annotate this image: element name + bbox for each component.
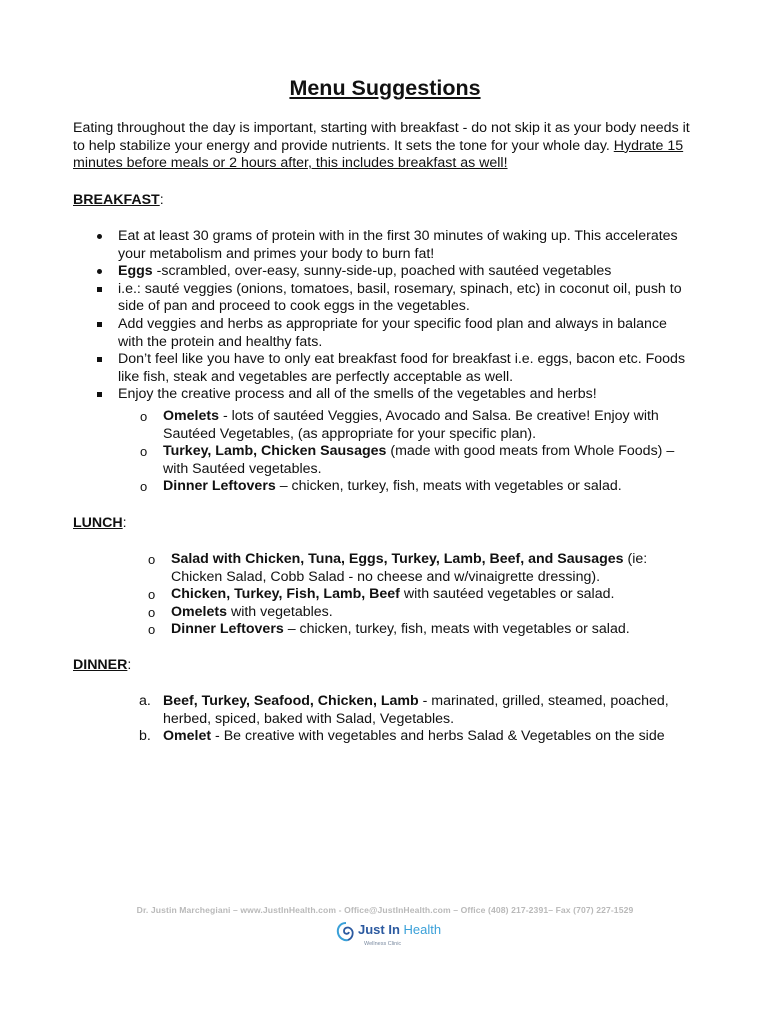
list-item (139, 728, 683, 746)
item-bold: Turkey, Lamb, Chicken Sausages (163, 443, 387, 460)
item-text: (ie: Chicken Salad, Cobb Salad - no cheese and w/vinaigrette dressing). (171, 551, 648, 585)
dinner-heading (73, 657, 131, 675)
circle-bullet-icon: o (148, 604, 156, 620)
breakfast-heading (73, 192, 164, 210)
item-text: - Be creative with vegetables and herbs Salad & Vegetables on the side (211, 728, 665, 745)
list-marker: b. (139, 728, 151, 745)
list-item (118, 228, 688, 263)
list-item (118, 263, 688, 281)
bullet-icon (97, 269, 102, 274)
list-item (148, 603, 701, 622)
list-item (118, 386, 688, 404)
logo-swirl-icon (336, 921, 356, 943)
item-bold: Omelet (163, 728, 212, 745)
item-text: with vegetables. (227, 603, 333, 620)
list-item (148, 586, 701, 604)
circle-bullet-icon: o (140, 444, 148, 460)
square-bullet-icon (97, 392, 102, 397)
breakfast-colon: : (159, 192, 164, 208)
square-bullet-icon (97, 357, 102, 362)
dinner-list (139, 693, 683, 746)
page-title: Menu Suggestions (289, 76, 481, 100)
breakfast-sublist (140, 408, 703, 496)
item-text: Add veggies and herbs as appropriate for your specific food plan and always in balance with the protein and healthy fats. (118, 315, 667, 350)
item-bold: Omelets (171, 603, 227, 620)
item-bold: Dinner Leftovers (171, 621, 284, 638)
list-item (140, 478, 703, 496)
just-in-health-logo (336, 920, 446, 946)
intro-paragraph (73, 120, 693, 173)
footer-contact: Dr. Justin Marchegiani – www.JustInHealth.com - Office@JustInHealth.com – Office (408) 217-2391– Fax (707) 227-1529 (136, 905, 634, 915)
logo-subtitle: Wellness Clinic (364, 941, 402, 947)
item-bold: Eggs (118, 263, 153, 280)
bullet-icon (97, 234, 102, 239)
item-text: i.e.: sauté veggies (onions, tomatoes, basil, rosemary, spinach, etc) in coconut oil, push to side of pan and proceed to cook eggs in the vegetables. (118, 280, 682, 315)
logo-accent-text: Health (403, 922, 442, 937)
item-text: (made with good meats from Whole Foods) – with Sautéed vegetables. (163, 443, 675, 477)
item-bold: Beef, Turkey, Seafood, Chicken, Lamb (163, 693, 419, 709)
list-item (118, 316, 688, 351)
item-text: – chicken, turkey, fish, meats with vegetables or salad. (275, 478, 622, 495)
logo-main-text: Just In (358, 922, 400, 937)
list-item (118, 281, 688, 316)
list-item (148, 551, 701, 586)
item-text: Don’t feel like you have to only eat breakfast food for breakfast i.e. eggs, bacon etc. Foods like fish, steak and vegetables are perfectly acceptable as well. (118, 351, 686, 385)
item-text: Enjoy the creative process and all of the smells of the vegetables and herbs! (118, 386, 597, 403)
item-text: Eat at least 30 grams of protein with in the first 30 minutes of waking up. This accelerates your metabolism and primes your body to burn fat! (118, 228, 678, 262)
circle-bullet-icon: o (140, 409, 148, 424)
item-bold: Salad with Chicken, Tuna, Eggs, Turkey, Lamb, Beef, and Sausages (171, 551, 624, 567)
circle-bullet-icon: o (148, 552, 156, 567)
lunch-label: LUNCH (73, 515, 123, 531)
breakfast-label: BREAKFAST (73, 192, 160, 208)
square-bullet-icon (97, 287, 102, 292)
item-text: – chicken, turkey, fish, meats with vegetables or salad. (283, 621, 630, 638)
intro-text: Eating throughout the day is important, starting with breakfast - do not skip it as your body needs it to help stabilize your energy and provide nutrients. It sets the tone for your whole day. (73, 120, 690, 154)
item-text: - marinated, grilled, steamed, poached, herbed, spiced, baked with Salad, Vegetables. (163, 693, 669, 727)
circle-bullet-icon: o (148, 587, 156, 603)
item-bold: Omelets (163, 408, 219, 424)
item-text: -scrambled, over-easy, sunny-side-up, poached with sautéed vegetables (152, 263, 612, 280)
item-text: with sautéed vegetables or salad. (399, 586, 615, 603)
lunch-list (148, 551, 701, 639)
list-item (140, 408, 703, 443)
list-item (148, 621, 701, 639)
lunch-heading (73, 515, 127, 533)
breakfast-list (118, 228, 688, 404)
dinner-colon: : (127, 657, 132, 673)
square-bullet-icon (97, 322, 102, 327)
item-bold: Chicken, Turkey, Fish, Lamb, Beef (171, 586, 400, 603)
lunch-colon: : (122, 515, 127, 531)
dinner-label: DINNER (73, 657, 128, 673)
list-item (140, 443, 703, 478)
item-bold: Dinner Leftovers (163, 478, 276, 495)
list-item (139, 693, 683, 728)
circle-bullet-icon: o (148, 622, 156, 638)
list-item (118, 351, 688, 386)
list-marker: a. (139, 693, 151, 709)
intro-hydrate-note: Hydrate 15 minutes before meals or 2 hours after, this includes breakfast as well! (73, 137, 684, 172)
item-text: - lots of sautéed Veggies, Avocado and Salsa. Be creative! Enjoy with Sautéed Vegetables, (as appropriate for your specific plan). (163, 408, 659, 442)
circle-bullet-icon: o (140, 479, 148, 495)
